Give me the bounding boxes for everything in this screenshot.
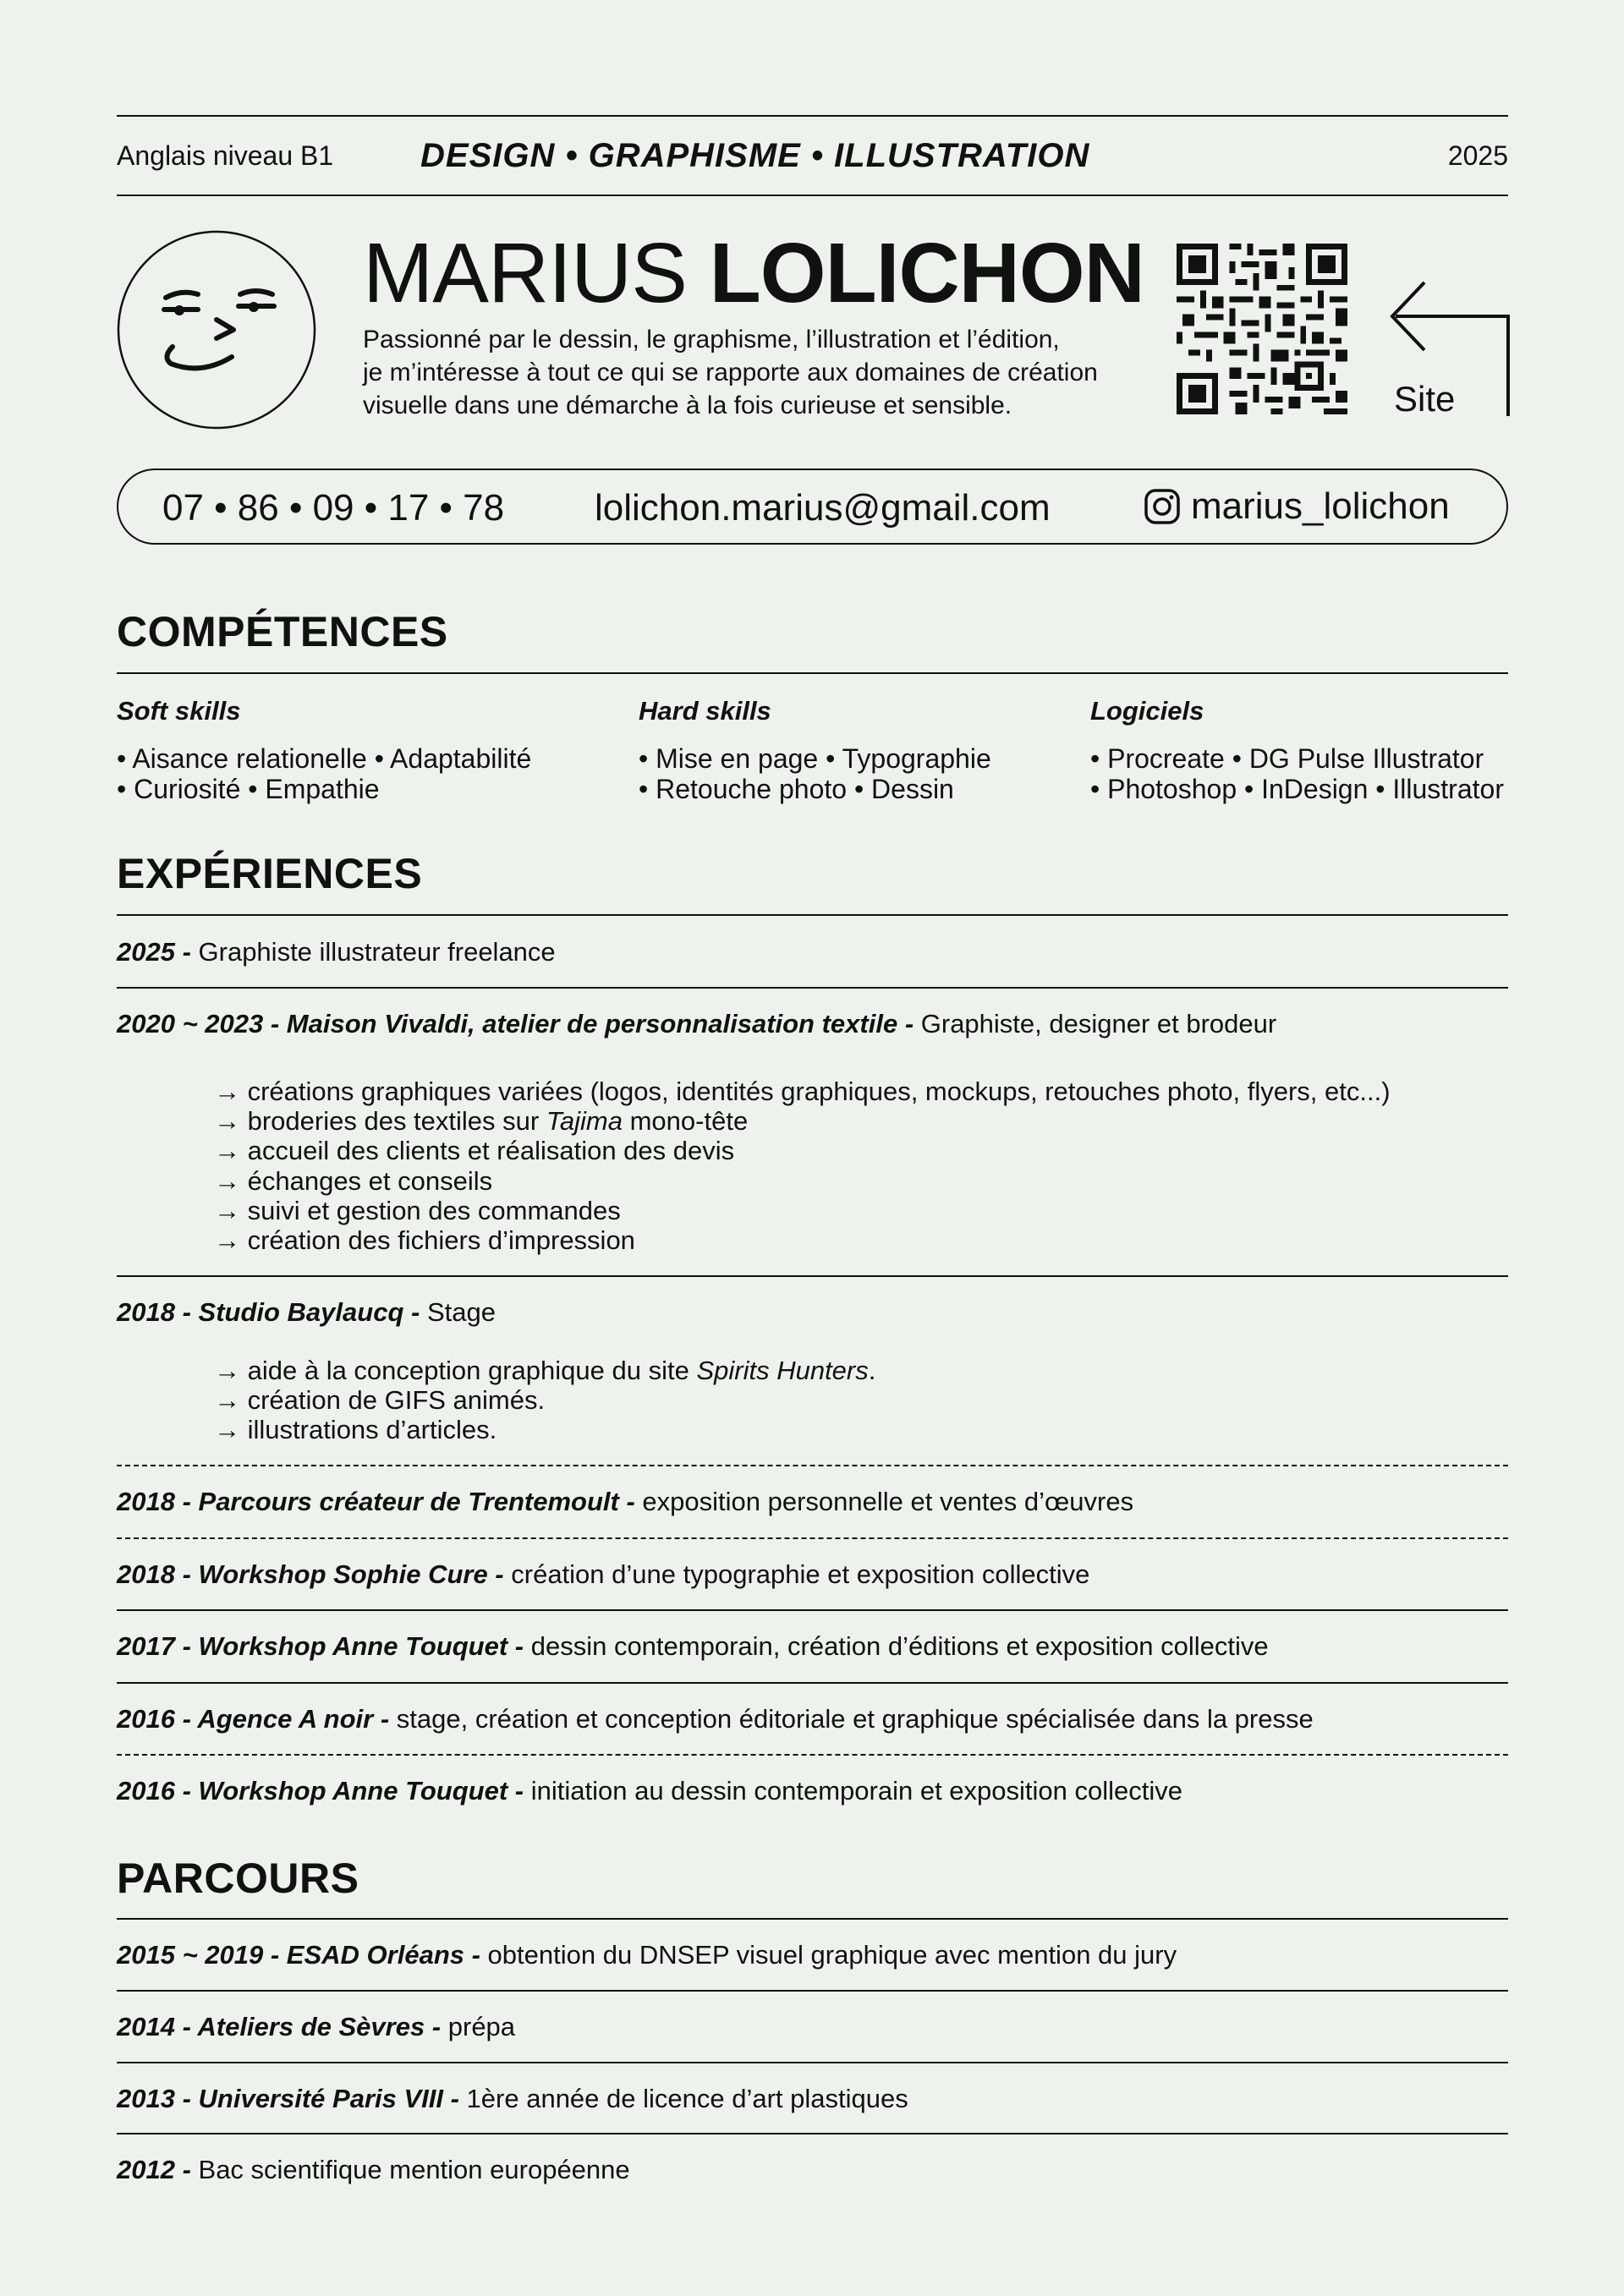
education-entry — [117, 2155, 630, 2185]
entry-text: Bac scientifique mention européenne — [190, 2155, 630, 2184]
entry-rule — [117, 1682, 1508, 1684]
software-line: • Procreate • DG Pulse Illustrator — [1090, 743, 1484, 774]
entry-rule-dashed — [117, 1465, 1508, 1466]
software-line: • Photoshop • InDesign • Illustrator — [1090, 774, 1504, 804]
entry-rule — [117, 987, 1508, 989]
entry-text: prépa — [441, 2012, 516, 2041]
hard-skills-line: • Mise en page • Typographie — [639, 743, 991, 774]
soft-skills-line: • Curiosité • Empathie — [117, 774, 380, 804]
section-rule — [117, 914, 1508, 916]
task-bullet: → créations graphiques variées (logos, identités graphiques, mockups, retouches photo, flyers, etc...) — [214, 1077, 1391, 1106]
task-bullet: → accueil des clients et réalisation des devis — [214, 1136, 735, 1165]
entry-rule-dashed — [117, 1537, 1508, 1539]
entry-rule — [117, 1609, 1508, 1611]
intro-line: je m’intéresse à tout ce qui se rapporte aux domaines de création — [363, 359, 1098, 386]
task-bullet: → création de GIFS animés. — [214, 1385, 546, 1415]
year: 2025 — [1447, 140, 1508, 171]
last-name: LOLICHON — [709, 226, 1144, 321]
intro-line: visuelle dans une démarche à la fois curieuse et sensible. — [363, 392, 1012, 419]
entry-text: stage, création et conception éditoriale et graphique spécialisée dans la presse — [389, 1704, 1314, 1734]
parcours-title: PARCOURS — [117, 1855, 359, 1902]
site-link[interactable]: Site — [1394, 379, 1456, 419]
entry-lead: 2016 - Agence A noir - — [117, 1704, 390, 1734]
discipline-banner: DESIGN • GRAPHISME • ILLUSTRATION — [420, 137, 1090, 174]
hard-skills-line: • Retouche photo • Dessin — [639, 774, 954, 804]
entry-rule — [117, 1275, 1508, 1277]
entry-rule — [117, 1990, 1508, 1992]
entry-lead: 2018 - Parcours créateur de Trentemoult - — [117, 1487, 635, 1516]
instagram-icon — [1144, 488, 1181, 525]
task-bullet: → broderies des textiles sur Tajima mono-tête — [214, 1106, 749, 1136]
entry-text: exposition personnelle et ventes d’œuvres — [634, 1487, 1134, 1516]
top-rule-lower — [117, 195, 1508, 196]
education-entry — [117, 1940, 1177, 1970]
top-rule — [117, 115, 1508, 117]
task-bullet: → aide à la conception graphique du site Spirits Hunters. — [214, 1356, 876, 1385]
entry-rule — [117, 2133, 1508, 2134]
task-bullet: → création des fichiers d’impression — [214, 1225, 635, 1255]
experience-entry — [117, 1704, 1314, 1734]
section-rule — [117, 672, 1508, 674]
entry-rule-dashed — [117, 1754, 1508, 1756]
language-level: Anglais niveau B1 — [117, 140, 334, 171]
entry-text: dessin contemporain, création d’éditions et exposition collective — [524, 1631, 1269, 1661]
smiley-avatar-icon — [117, 230, 316, 430]
entry-text: Graphiste illustrateur freelance — [190, 937, 556, 967]
entry-text: création d’une typographie et exposition collective — [503, 1559, 1090, 1589]
entry-lead: 2012 - — [117, 2155, 191, 2184]
first-name: MARIUS — [363, 226, 687, 321]
email-address[interactable]: lolichon.marius@gmail.com — [595, 487, 1051, 529]
hard-skills-heading: Hard skills — [639, 696, 771, 726]
intro-paragraph — [363, 323, 1154, 422]
qr-code-icon[interactable] — [1177, 244, 1347, 414]
education-entry — [117, 2084, 908, 2114]
experience-entry — [117, 1297, 496, 1328]
entry-lead: 2018 - Studio Baylaucq - — [117, 1297, 420, 1327]
experiences-title: EXPÉRIENCES — [117, 850, 423, 897]
experience-entry — [117, 1631, 1269, 1662]
entry-lead: 2016 - Workshop Anne Touquet - — [117, 1776, 524, 1806]
soft-skills-heading: Soft skills — [117, 696, 241, 726]
entry-lead: 2013 - Université Paris VIII - — [117, 2084, 459, 2113]
entry-lead: 2018 - Workshop Sophie Cure - — [117, 1559, 504, 1589]
section-rule — [117, 1918, 1508, 1920]
entry-lead: 2015 ~ 2019 - ESAD Orléans - — [117, 1940, 480, 1970]
experience-entry — [117, 1776, 1182, 1806]
task-bullet: → suivi et gestion des commandes — [214, 1196, 621, 1225]
phone-number[interactable]: 07 • 86 • 09 • 17 • 78 — [162, 487, 505, 529]
full-name — [363, 227, 1144, 320]
soft-skills-line: • Aisance relationelle • Adaptabilité — [117, 743, 532, 774]
entry-text: 1ère année de licence d’art plastiques — [458, 2084, 908, 2113]
experience-entry — [117, 1559, 1089, 1590]
education-entry — [117, 2012, 515, 2042]
experience-entry — [117, 1487, 1133, 1517]
top-strip — [117, 137, 1508, 179]
experience-entry — [117, 1009, 1276, 1039]
task-bullet: → illustrations d’articles. — [214, 1415, 497, 1444]
entry-text: initiation au dessin contemporain et exposition collective — [524, 1776, 1182, 1806]
entry-rule — [117, 2062, 1508, 2063]
entry-text: Stage — [420, 1297, 496, 1327]
software-heading: Logiciels — [1090, 696, 1204, 726]
entry-lead: 2020 ~ 2023 - Maison Vivaldi, atelier de personnalisation textile - — [117, 1009, 914, 1038]
entry-lead: 2017 - Workshop Anne Touquet - — [117, 1631, 524, 1661]
entry-lead: 2014 - Ateliers de Sèvres - — [117, 2012, 442, 2041]
instagram-username: marius_lolichon — [1191, 485, 1450, 527]
task-bullet: → échanges et conseils — [214, 1166, 493, 1196]
contact-bar — [117, 469, 1508, 545]
competences-title: COMPÉTENCES — [117, 608, 448, 655]
experience-entry — [117, 937, 556, 967]
entry-lead: 2025 - — [117, 937, 191, 967]
instagram-handle[interactable] — [1144, 485, 1450, 528]
intro-line: Passionné par le dessin, le graphisme, l’illustration et l’édition, — [363, 326, 1060, 353]
entry-text: Graphiste, designer et brodeur — [914, 1009, 1277, 1038]
entry-text: obtention du DNSEP visuel graphique avec mention du jury — [480, 1940, 1177, 1970]
